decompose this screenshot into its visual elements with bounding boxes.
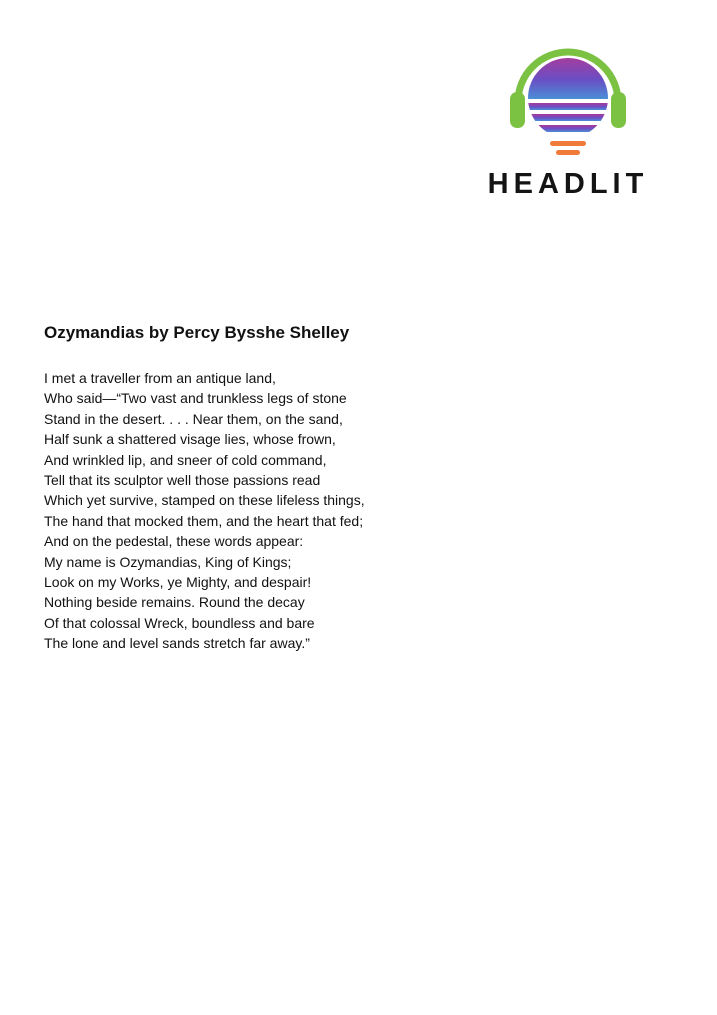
headlit-logo bbox=[468, 42, 668, 202]
poem-line: The lone and level sands stretch far away.” bbox=[44, 635, 310, 652]
poem-line: Tell that its sculptor well those passions read bbox=[44, 472, 321, 489]
poem-line: My name is Ozymandias, King of Kings; bbox=[44, 553, 292, 570]
poem-line: Half sunk a shattered visage lies, whose frown, bbox=[44, 431, 336, 448]
poem-line: Of that colossal Wreck, boundless and bare bbox=[44, 614, 315, 631]
poem-line: And wrinkled lip, and sneer of cold command, bbox=[44, 451, 327, 468]
poem-body bbox=[44, 368, 365, 654]
headphones-sun-icon bbox=[508, 42, 628, 160]
poem-line: Who said—“Two vast and trunkless legs of stone bbox=[44, 390, 347, 407]
page-title: Ozymandias by Percy Bysshe Shelley bbox=[44, 323, 350, 342]
poem-line: Look on my Works, ye Mighty, and despair! bbox=[44, 574, 312, 591]
poem-line: Which yet survive, stamped on these lifeless things, bbox=[44, 492, 365, 509]
poem-line: And on the pedestal, these words appear: bbox=[44, 533, 304, 550]
poem-line: Stand in the desert. . . . Near them, on the sand, bbox=[44, 410, 343, 427]
poem-line: Nothing beside remains. Round the decay bbox=[44, 594, 305, 611]
poem-line: The hand that mocked them, and the heart that fed; bbox=[44, 512, 364, 529]
brand-wordmark: HEADLIT bbox=[487, 168, 649, 200]
poem-line: I met a traveller from an antique land, bbox=[44, 370, 276, 386]
